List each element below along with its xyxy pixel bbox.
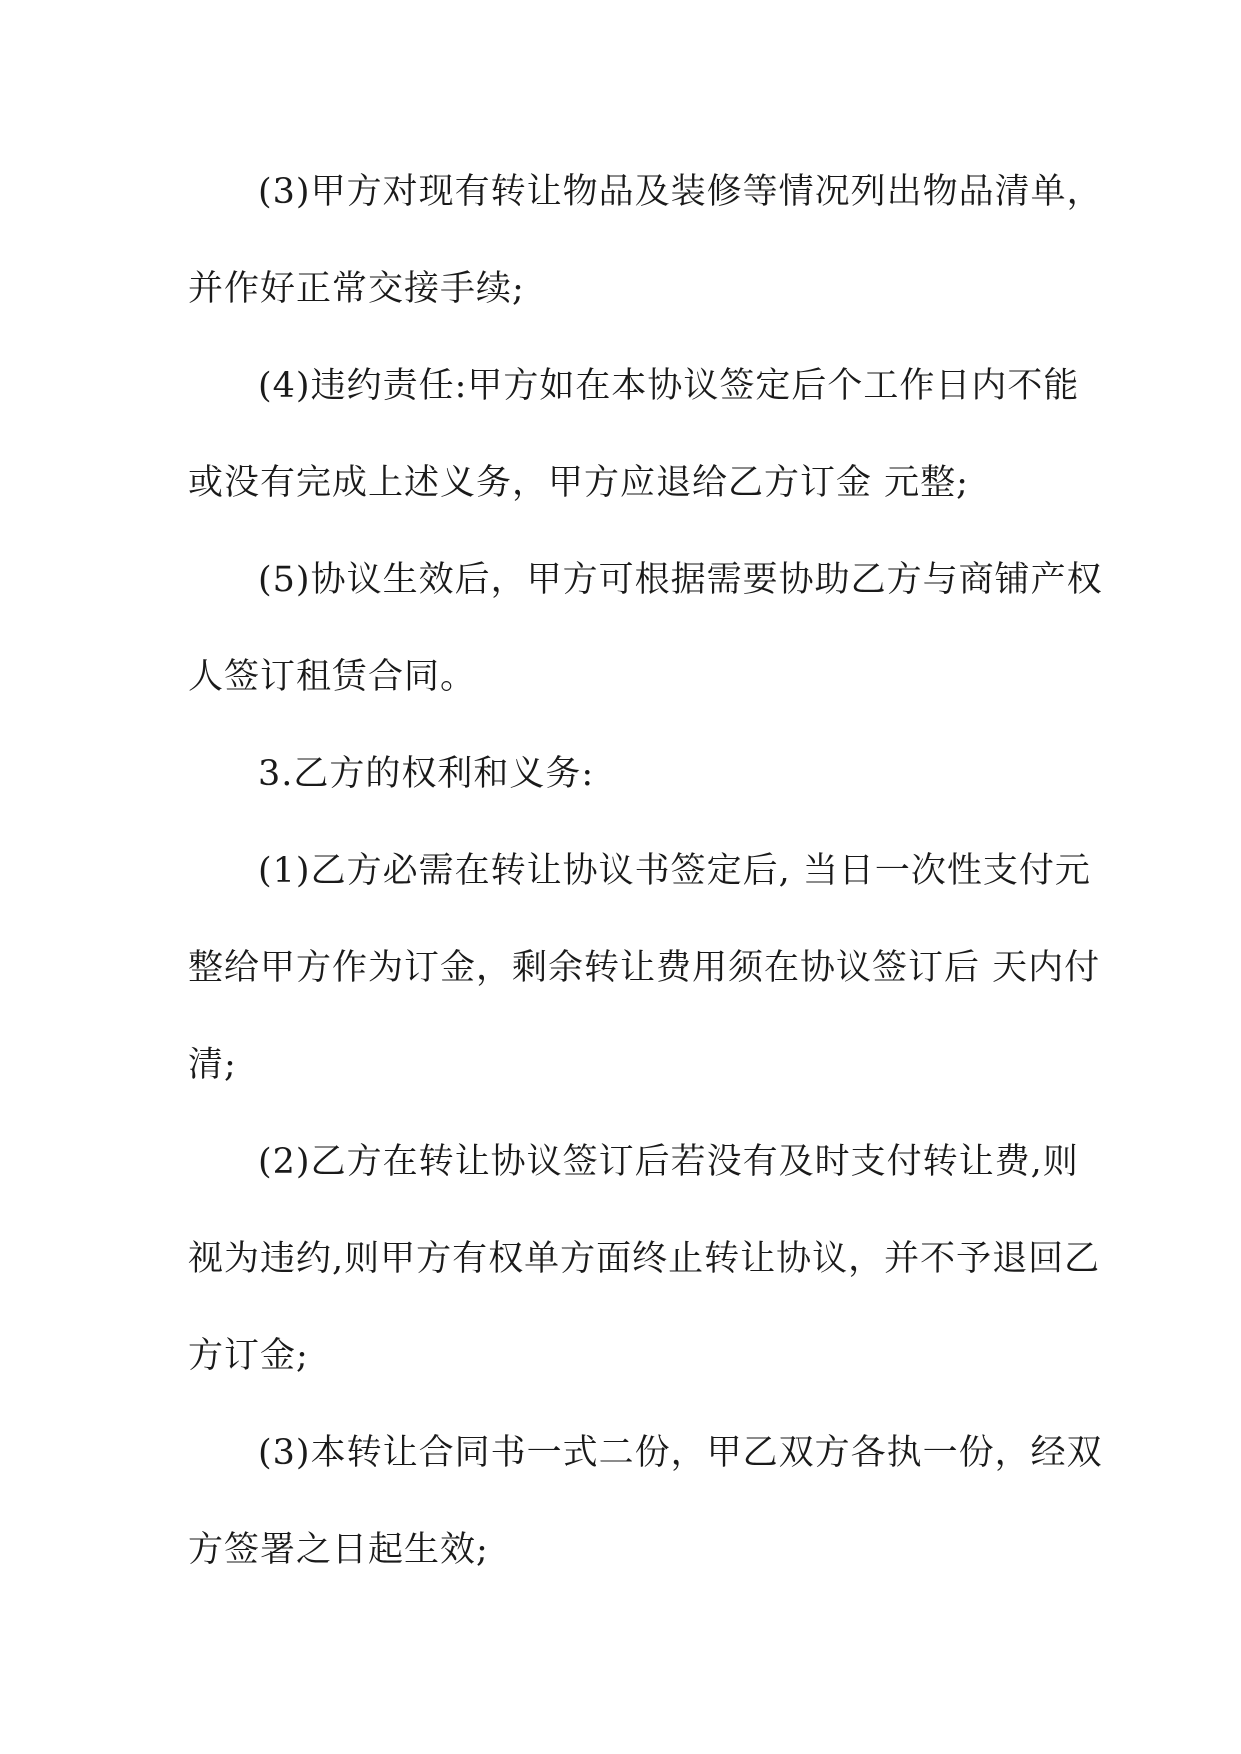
paragraph-line: 清;: [188, 1045, 237, 1085]
paragraph-line: 方订金;: [188, 1336, 309, 1376]
paragraph-line: 视为违约,则甲方有权单方面终止转让协议，并不予退回乙: [188, 1239, 1101, 1279]
paragraph-line: (3)甲方对现有转让物品及装修等情况列出物品清单，: [258, 172, 1103, 212]
paragraph-line: (3)本转让合同书一式二份，甲乙双方各执一份，经双: [258, 1433, 1103, 1473]
paragraph-line: 方签署之日起生效;: [188, 1530, 489, 1570]
paragraph-line: (2)乙方在转让协议签订后若没有及时支付转让费,则: [258, 1142, 1079, 1182]
paragraph-line: (5)协议生效后，甲方可根据需要协助乙方与商铺产权: [258, 560, 1103, 600]
paragraph-line: (1)乙方必需在转让协议书签定后, 当日一次性支付元: [258, 851, 1091, 891]
section-heading: 3.乙方的权利和义务:: [258, 754, 595, 794]
document-body: [188, 172, 1103, 1627]
paragraph-line: 并作好正常交接手续;: [188, 269, 525, 309]
paragraph-line: 整给甲方作为订金，剩余转让费用须在协议签订后 天内付: [188, 948, 1101, 988]
paragraph-line: (4)违约责任:甲方如在本协议签定后个工作日内不能: [258, 366, 1080, 406]
paragraph-line: 或没有完成上述义务，甲方应退给乙方订金 元整;: [188, 463, 969, 503]
paragraph-line: 人签订租赁合同。: [188, 657, 477, 697]
